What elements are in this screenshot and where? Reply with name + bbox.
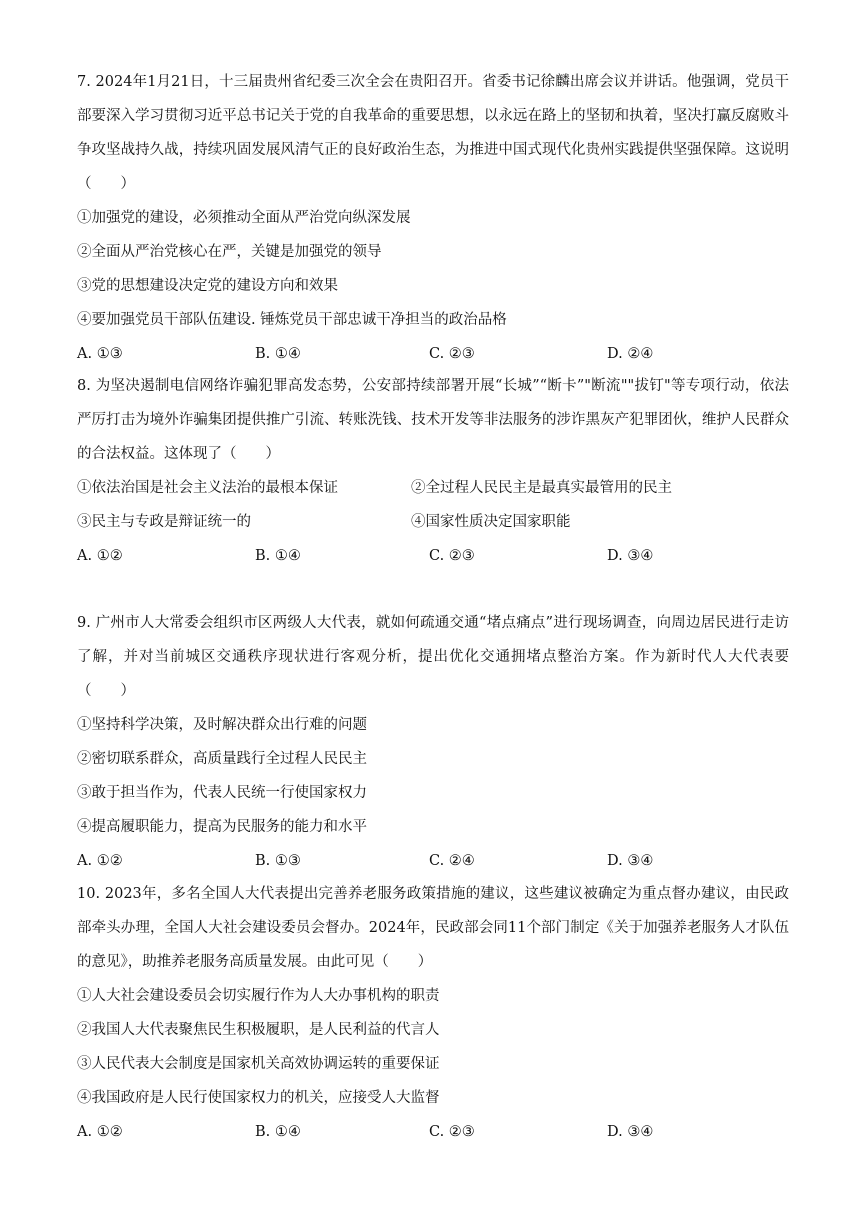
- question-7-answers: [77, 337, 789, 371]
- question-8-options-row-1: [77, 471, 789, 505]
- question-7-option-1: ①加强党的建设，必须推动全面从严治党向纵深发展: [77, 210, 411, 226]
- question-7-stem: 7. 2024年1月21日，十三届贵州省纪委三次全会在贵阳召开。省委书记徐麟出席会议并讲话。他强调，党员干部要深入学习贯彻习近平总书记关于党的自我革命的重要思想，以永远在路上的坚韧和执着，坚决打赢反腐败斗争攻坚战持久战，持续巩固发展风清气正的良好政治生态，为推进中国式现代化贵州实践提供坚强保障。这说明（ ）: [77, 74, 789, 192]
- question-8-answer-b[interactable]: B. ①④: [255, 548, 301, 564]
- question-9-stem: 9. 广州市人大常委会组织市区两级人大代表，就如何疏通交通“堵点痛点”进行现场调查，向周边居民进行走访了解，并对当前城区交通秩序现状进行客观分析，提出优化交通拥堵点整治方案。作为新时代人大代表要（ ）: [77, 615, 789, 699]
- question-7-option-3: ③党的思想建设决定党的建设方向和效果: [77, 278, 338, 294]
- question-10-answer-a[interactable]: A. ①②: [77, 1124, 123, 1140]
- question-9: [77, 606, 789, 878]
- question-10-option-2: ②我国人大代表聚焦民生积极履职，是人民利益的代言人: [77, 1022, 440, 1038]
- question-9-option-2: ②密切联系群众，高质量践行全过程人民民主: [77, 751, 367, 767]
- question-10-option-3: ③人民代表大会制度是国家机关高效协调运转的重要保证: [77, 1056, 440, 1072]
- question-8-option-1: ①依法治国是社会主义法治的最根本保证: [77, 480, 338, 496]
- question-7-answer-d[interactable]: D. ②④: [607, 346, 654, 362]
- question-10-option-4: ④我国政府是人民行使国家权力的机关，应接受人大监督: [77, 1090, 440, 1106]
- question-9-answer-c[interactable]: C. ②④: [429, 853, 475, 869]
- question-7: [77, 65, 789, 371]
- question-8-option-4: ④国家性质决定国家职能: [411, 514, 571, 530]
- question-10-answer-c[interactable]: C. ②③: [429, 1124, 475, 1140]
- question-10-answers: [77, 1115, 789, 1149]
- question-10-answer-d[interactable]: D. ③④: [607, 1124, 654, 1140]
- question-8-answer-d[interactable]: D. ③④: [607, 548, 654, 564]
- question-9-option-3: ③敢于担当作为，代表人民统一行使国家权力: [77, 785, 367, 801]
- question-9-option-1: ①坚持科学决策，及时解决群众出行难的问题: [77, 717, 367, 733]
- question-8-options-row-2: [77, 505, 789, 539]
- question-7-answer-b[interactable]: B. ①④: [255, 346, 301, 362]
- question-10-answer-b[interactable]: B. ①④: [255, 1124, 301, 1140]
- question-9-answer-a[interactable]: A. ①②: [77, 853, 123, 869]
- question-9-answers: [77, 844, 789, 878]
- question-9-option-4: ④提高履职能力，提高为民服务的能力和水平: [77, 819, 367, 835]
- question-8-option-2: ②全过程人民民主是最真实最管用的民主: [411, 480, 672, 496]
- question-7-answer-a[interactable]: A. ①③: [77, 346, 123, 362]
- question-8-option-3: ③民主与专政是辩证统一的: [77, 514, 251, 530]
- question-10: [77, 877, 789, 1149]
- question-8-answer-c[interactable]: C. ②③: [429, 548, 475, 564]
- question-10-stem: 10. 2023年，多名全国人大代表提出完善养老服务政策措施的建议，这些建议被确定为重点督办建议，由民政部牵头办理，全国人大社会建设委员会督办。2024年，民政部会同11个部门制定《关于加强养老服务人才队伍的意见》，助推养老服务高质量发展。由此可见（ ）: [77, 886, 789, 970]
- question-8-answer-a[interactable]: A. ①②: [77, 548, 123, 564]
- question-8: [77, 369, 789, 573]
- question-8-answers: [77, 539, 789, 573]
- question-8-stem: 8. 为坚决遏制电信网络诈骗犯罪高发态势，公安部持续部署开展“长城”“断卡”"断流""拔钉"等专项行动，依法严厉打击为境外诈骗集团提供推广引流、转账洗钱、技术开发等非法服务的涉诈黑灰产犯罪团伙，维护人民群众的合法权益。这体现了（ ）: [77, 378, 789, 462]
- question-7-option-4: ④要加强党员干部队伍建设. 锤炼党员干部忠诚干净担当的政治品格: [77, 312, 507, 328]
- question-9-answer-b[interactable]: B. ①③: [255, 853, 301, 869]
- question-7-answer-c[interactable]: C. ②③: [429, 346, 475, 362]
- question-9-answer-d[interactable]: D. ③④: [607, 853, 654, 869]
- question-7-option-2: ②全面从严治党核心在严，关键是加强党的领导: [77, 244, 382, 260]
- question-10-option-1: ①人大社会建设委员会切实履行作为人大办事机构的职责: [77, 988, 440, 1004]
